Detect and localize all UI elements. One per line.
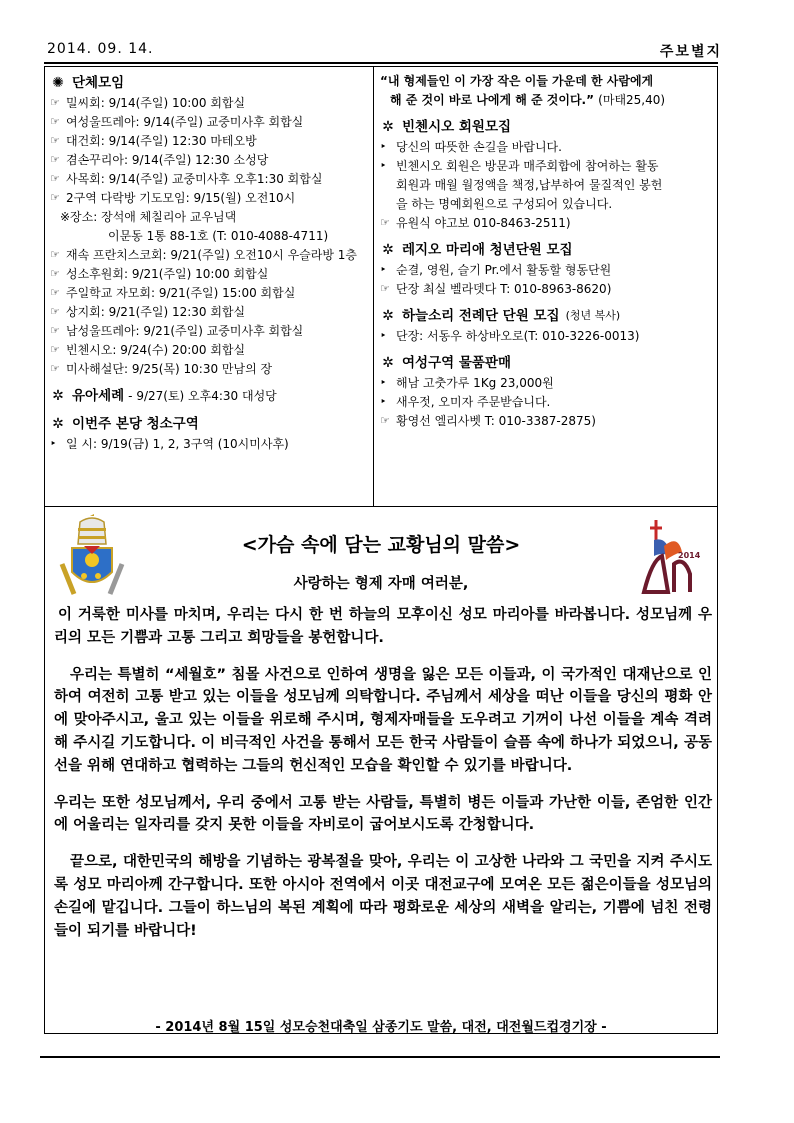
list-item-text: 순결, 영원, 슬기 Pr.에서 활동할 형동단원 bbox=[396, 263, 612, 277]
list-item bbox=[50, 303, 372, 322]
list-item-text: 여성울뜨레아: 9/14(주일) 교중미사후 회합실 bbox=[66, 115, 304, 129]
pointing-hand-icon: ☞ bbox=[50, 248, 60, 261]
list-item-text: 빈첸시오 회원은 방문과 매주회합에 참여하는 활동 bbox=[396, 159, 659, 173]
list-item-text: 미사해설단: 9/25(목) 10:30 만남의 장 bbox=[66, 362, 273, 376]
list-item-text: 새우젓, 오미자 주문받습니다. bbox=[396, 395, 551, 409]
quote-reference: (마태25,40) bbox=[598, 93, 666, 107]
pointing-hand-icon: ☞ bbox=[380, 282, 390, 295]
contact-line bbox=[380, 214, 712, 233]
pointing-hand-icon: ☞ bbox=[380, 216, 390, 229]
message-paragraph: 우리는 또한 성모님께서, 우리 중에서 고통 받는 사람들, 특별히 병든 이들과 가난한 이들, 존엄한 인간에 어울리는 일자리를 갖지 못한 이들을 자비로이 굽어보시도록 간청합니다. bbox=[54, 794, 712, 834]
triangle-bullet-icon: ‣ bbox=[380, 159, 387, 172]
list-item bbox=[50, 151, 372, 170]
logo-year: 2014 bbox=[678, 551, 701, 560]
list-item bbox=[380, 374, 712, 393]
list-item-continuation: 회원과 매월 월정액을 책정,납부하여 물질적인 봉헌 bbox=[396, 178, 663, 192]
legio-title: 레지오 마리애 청년단원 모집 bbox=[402, 242, 573, 258]
sale-heading bbox=[380, 352, 712, 374]
triangle-bullet-icon: ‣ bbox=[50, 437, 57, 450]
message-paragraph: 우리는 특별히 “세월호” 침몰 사건으로 인하여 생명을 잃은 모든 이들과, 이 국가적인 대재난으로 인하여 여전히 고통 받고 있는 이들을 성모님께 의탁합니다. 주님께서 세상을 떠난 이들을 당신의 평화 안에 맞아주시고, 울고 있는 이들을 위로해 주시며, 형제자매들을 도우려고 기꺼이 나선 이들을 계속 격려해 주시길 기도합니다. 이 비극적인 사건을 통해서 모든 한국 사람들이 슬픔 속에 하나가 되었으니, 공동선을 위해 연대하고 협력하는 그들의 헌신적인 모습을 확인할 수 있기를 바랍니다. bbox=[54, 666, 712, 774]
cleaning-line bbox=[50, 435, 372, 454]
list-item-text: 대건회: 9/14(주일) 12:30 마테오방 bbox=[66, 134, 257, 148]
groups-heading bbox=[50, 72, 372, 94]
quote-line-1: “내 형제들인 이 가장 작은 이들 가운데 한 사람에게 bbox=[380, 74, 654, 88]
list-item-text: 재속 프란치스코회: 9/21(주일) 오전10시 우슬라방 1층 bbox=[66, 248, 357, 262]
list-item-continuation: 을 하는 명예회원으로 구성되어 있습니다. bbox=[396, 197, 613, 211]
message-greeting: 사랑하는 형제 자매 여러분, bbox=[293, 576, 469, 592]
list-item bbox=[380, 327, 712, 346]
star-cross-icon: ✲ bbox=[52, 416, 64, 432]
pointing-hand-icon: ☞ bbox=[50, 134, 60, 147]
triangle-bullet-icon: ‣ bbox=[380, 263, 387, 276]
list-item-text: 상지회: 9/21(주일) 12:30 회합실 bbox=[66, 305, 246, 319]
vincent-heading bbox=[380, 116, 712, 138]
contact-text: 단장 최실 벨라뎃다 T: 010-8963-8620) bbox=[396, 282, 612, 296]
triangle-bullet-icon: ‣ bbox=[380, 395, 387, 408]
message-body bbox=[54, 604, 712, 956]
list-item-text: 빈첸시오: 9/24(수) 20:00 회합실 bbox=[66, 343, 246, 357]
list-item-text: 당신의 따뜻한 손길을 바랍니다. bbox=[396, 140, 562, 154]
scripture-quote bbox=[380, 72, 712, 110]
place-address: 이문동 1통 88-1호 (T: 010-4088-4711) bbox=[108, 229, 329, 243]
star-cross-icon: ✲ bbox=[382, 308, 394, 324]
star-cross-icon: ✲ bbox=[382, 355, 394, 371]
pointing-hand-icon: ☞ bbox=[50, 115, 60, 128]
pointing-hand-icon: ☞ bbox=[50, 324, 60, 337]
list-item-text: 2구역 다락방 기도모임: 9/15(월) 오전10시 bbox=[66, 191, 296, 205]
pointing-hand-icon: ☞ bbox=[50, 362, 60, 375]
list-item bbox=[50, 113, 372, 132]
contact-line bbox=[380, 280, 712, 299]
message-source: - 2014년 8월 15일 성모승천대축일 삼종기도 말씀, 대전, 대전월드컵경기장 - bbox=[155, 1020, 607, 1035]
pointing-hand-icon: ☞ bbox=[50, 343, 60, 356]
footer-rule bbox=[40, 1056, 720, 1058]
list-item bbox=[50, 189, 372, 208]
cleaning-text: 일 시: 9/19(금) 1, 2, 3구역 (10시미사후) bbox=[66, 437, 289, 451]
list-item-text: 주일학교 자모회: 9/21(주일) 15:00 회합실 bbox=[66, 286, 296, 300]
triangle-bullet-icon: ‣ bbox=[380, 329, 387, 342]
pointing-hand-icon: ☞ bbox=[50, 267, 60, 280]
choir-title: 하늘소리 전례단 단원 모집 bbox=[402, 308, 560, 324]
list-item-text: 단장: 서동우 하상바오로(T: 010-3226-0013) bbox=[396, 329, 640, 343]
list-item-text: 성소후원회: 9/21(주일) 10:00 회합실 bbox=[66, 267, 269, 281]
pointing-hand-icon: ☞ bbox=[50, 286, 60, 299]
column-divider bbox=[373, 66, 374, 506]
quote-line-2: 해 준 것이 바로 나에게 해 준 것이다.” bbox=[390, 93, 594, 107]
contact-line bbox=[380, 412, 712, 431]
message-title: <가슴 속에 담는 교황님의 말씀> bbox=[241, 534, 521, 556]
list-item bbox=[380, 157, 712, 176]
cleaning-title: 이번주 본당 청소구역 bbox=[72, 416, 199, 432]
list-item bbox=[50, 246, 372, 265]
vincent-title: 빈첸시오 회원모집 bbox=[402, 119, 512, 135]
youth-day-logo-icon bbox=[634, 516, 704, 596]
baptism-title: 유아세례 bbox=[72, 388, 125, 404]
contact-text: 황영선 엘리사벳 T: 010-3387-2875) bbox=[396, 414, 596, 428]
triangle-bullet-icon: ‣ bbox=[380, 140, 387, 153]
list-item bbox=[380, 138, 712, 157]
message-paragraph: 이 거룩한 미사를 마치며, 우리는 다시 한 번 하늘의 모후이신 성모 마리아를 바라봅니다. 성모님께 우리의 모든 기쁨과 고통 그리고 희망들을 봉헌합니다. bbox=[54, 607, 712, 646]
list-item bbox=[50, 360, 372, 379]
pointing-hand-icon: ☞ bbox=[50, 172, 60, 185]
pointing-hand-icon: ☞ bbox=[50, 191, 60, 204]
list-item-text: 해남 고춧가루 1Kg 23,000원 bbox=[396, 376, 554, 390]
pointing-hand-icon: ☞ bbox=[50, 96, 60, 109]
list-item bbox=[380, 393, 712, 412]
groups-list bbox=[50, 94, 372, 379]
choir-subtitle: (청년 복사) bbox=[565, 309, 621, 322]
baptism-heading bbox=[50, 385, 372, 407]
header-rule bbox=[44, 62, 718, 64]
cleaning-heading bbox=[50, 413, 372, 435]
list-item bbox=[50, 265, 372, 284]
sun-icon: ✺ bbox=[52, 75, 64, 91]
list-item bbox=[50, 170, 372, 189]
groups-title: 단체모임 bbox=[72, 75, 125, 91]
place-note: ※장소: 장석애 체칠리아 교우님댁 bbox=[60, 210, 237, 224]
list-item-text: 사목회: 9/14(주일) 교중미사후 오후1:30 회합실 bbox=[66, 172, 323, 186]
list-item bbox=[380, 261, 712, 280]
star-cross-icon: ✲ bbox=[52, 388, 64, 404]
baptism-date: - 9/27(토) 오후4:30 대성당 bbox=[128, 389, 277, 403]
list-item-text: 밀씨회: 9/14(주일) 10:00 회합실 bbox=[66, 96, 246, 110]
star-cross-icon: ✲ bbox=[382, 242, 394, 258]
list-item-text: 남성울뜨레아: 9/21(주일) 교중미사후 회합실 bbox=[66, 324, 304, 338]
contact-text: 유원식 야고보 010-8463-2511) bbox=[396, 216, 571, 230]
triangle-bullet-icon: ‣ bbox=[380, 376, 387, 389]
sale-title: 여성구역 물품판매 bbox=[402, 355, 512, 371]
right-column bbox=[380, 72, 712, 431]
star-cross-icon: ✲ bbox=[382, 119, 394, 135]
list-item bbox=[50, 132, 372, 151]
list-item bbox=[50, 284, 372, 303]
list-item-text: 겸손꾸리아: 9/14(주일) 12:30 소성당 bbox=[66, 153, 269, 167]
pointing-hand-icon: ☞ bbox=[50, 153, 60, 166]
list-item bbox=[50, 341, 372, 360]
choir-heading bbox=[380, 305, 712, 327]
message-paragraph: 끝으로, 대한민국의 해방을 기념하는 광복절을 맞아, 우리는 이 고상한 나라와 그 국민을 지켜 주시도록 성모 마리아께 간구합니다. 또한 아시아 전역에서 이곳 대전교구에 모여온 모든 젊은이들을 성모님의 손길에 맡깁니다. 그들이 하느님의 복된 계획에 따라 평화로운 세상의 새벽을 알리는, 기쁨에 넘친 전령들이 되기를 바랍니다! bbox=[54, 854, 712, 939]
pope-message-section bbox=[44, 506, 718, 1034]
issue-date: 2014. 09. 14. bbox=[47, 41, 154, 57]
list-item bbox=[50, 322, 372, 341]
pointing-hand-icon: ☞ bbox=[50, 305, 60, 318]
list-item bbox=[50, 94, 372, 113]
bulletin-title: 주보별지 bbox=[659, 44, 722, 60]
left-column bbox=[50, 72, 372, 454]
legio-heading bbox=[380, 239, 712, 261]
pointing-hand-icon: ☞ bbox=[380, 414, 390, 427]
